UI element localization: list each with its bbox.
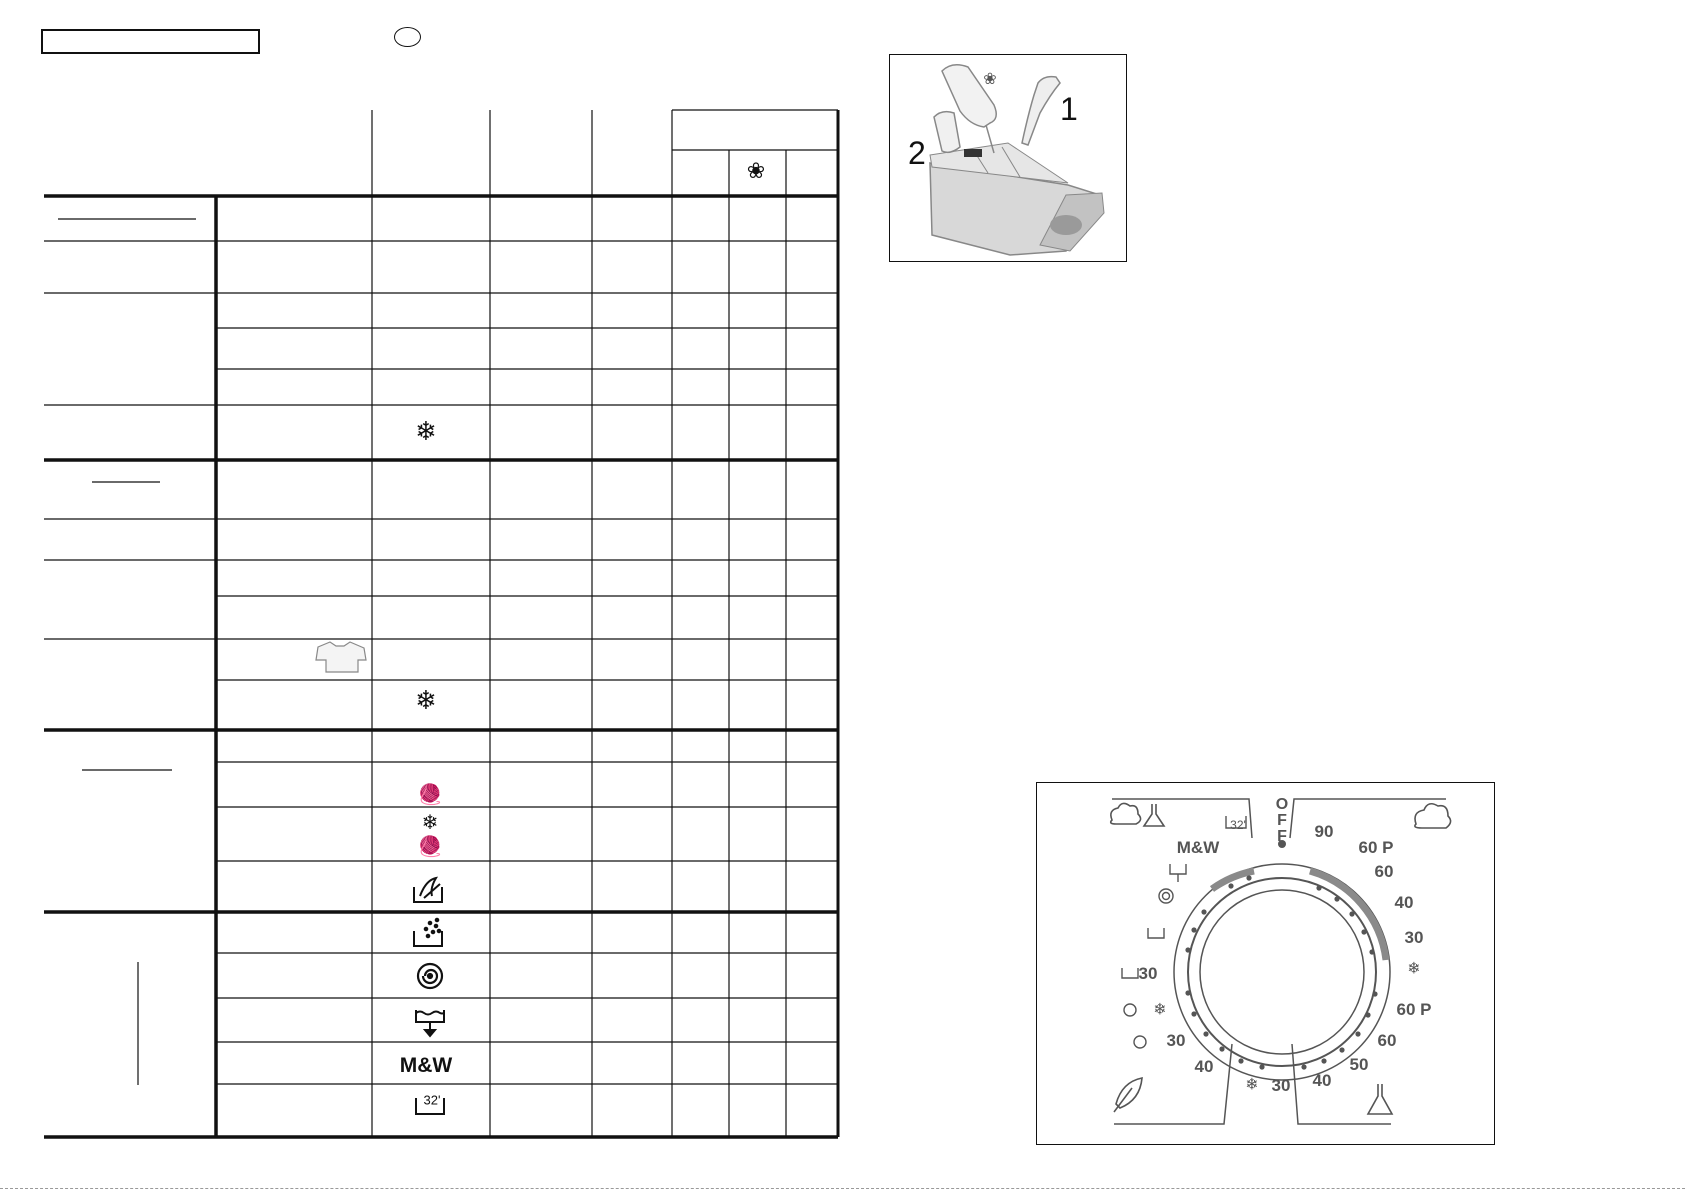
dial-synthetic-30[interactable]: 30 [1271,1076,1291,1095]
handwash-dial-icon [1122,968,1138,978]
dial-delicate-40[interactable]: 40 [1194,1057,1214,1076]
dial-cotton-40[interactable]: 40 [1394,893,1414,912]
dial-cotton-60[interactable]: 60 [1374,862,1394,881]
snowflake-icon: ❄ [415,686,437,716]
drain-dial-icon [1170,864,1186,874]
rinse-icon [414,919,442,946]
quick-wash-minutes: 32' [423,1092,441,1108]
wool-icon: 🧶 [417,782,443,806]
compartment-2-label: 2 [908,135,926,171]
dial-wool-30[interactable]: 30 [1166,1031,1186,1050]
dial-cotton-30[interactable]: 30 [1404,928,1424,947]
dial-synthetic-40[interactable]: 40 [1312,1071,1332,1090]
dial-synthetic-60p[interactable]: 60 P [1396,1000,1432,1019]
snowflake-icon: ❄ [415,417,437,447]
dial-mw[interactable]: M&W [1176,838,1220,857]
dial-synthetic-60[interactable]: 60 [1377,1031,1397,1050]
dial-handwash-30[interactable]: 30 [1138,964,1158,983]
rinse-dial-icon [1148,928,1164,938]
wool-dial-icon [1124,1004,1136,1016]
off-letter: O [1275,796,1289,813]
shirt-icon [316,642,366,672]
dial-wool-cold[interactable]: ❄ [1153,999,1167,1019]
drain-icon [416,1010,444,1036]
dial-cotton-90[interactable]: 90 [1314,822,1334,841]
snowflake-icon: ❄ [421,810,439,834]
handwash-icon [414,878,442,902]
mw-program-label: M&W [399,1054,453,1077]
compartment-1-label: 1 [1060,91,1078,127]
page-cut-line [0,1188,1685,1189]
synthetic-flask-icon [1368,1084,1392,1114]
spin-dial-icon [1159,889,1173,903]
programme-dial [1036,782,1495,1145]
dial-synthetic-cold[interactable]: ❄ [1245,1074,1259,1094]
wool-dial-icon [1134,1036,1146,1048]
dial-synthetic-50[interactable]: 50 [1349,1055,1369,1074]
wool-icon: 🧶 [417,834,443,858]
dial-quick-minutes: 32' [1230,818,1246,832]
spin-icon [418,964,442,988]
delicate-feather-icon [1114,1078,1142,1112]
cotton-intensive-icon [1415,804,1451,828]
dial-cotton-cold[interactable]: ❄ [1407,958,1421,978]
off-letter: F [1277,828,1287,845]
flower-icon: ❀ [983,69,997,88]
cotton-icon [1111,803,1141,824]
detergent-drawer-illustration [889,54,1127,262]
flask-icon [1144,804,1164,826]
off-letter: F [1277,812,1287,829]
fabric-softener-icon: ❀ [746,159,766,184]
dial-cotton-60p[interactable]: 60 P [1358,838,1394,857]
